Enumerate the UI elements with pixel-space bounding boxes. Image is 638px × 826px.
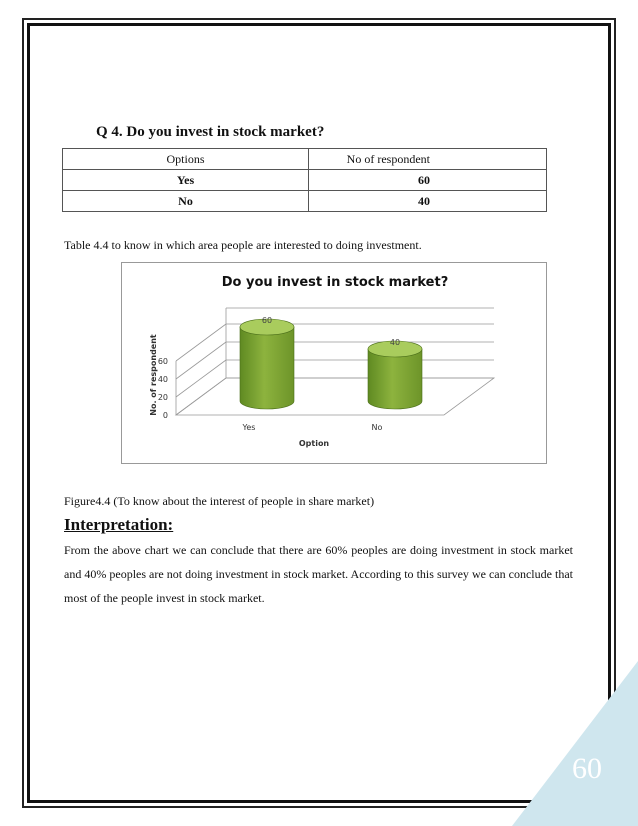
table-row xyxy=(63,191,547,212)
column-header-respondent: No of respondent xyxy=(309,149,547,170)
table-caption: Table 4.4 to know in which area people are interested to doing investment. xyxy=(64,238,422,252)
chart-gridline-diagonal xyxy=(176,324,226,361)
table-cell-count: 40 xyxy=(309,191,547,212)
table-cell-option: Yes xyxy=(63,170,309,191)
x-tick-label: No xyxy=(371,423,383,432)
respondent-table xyxy=(62,148,547,212)
interpretation-paragraph: From the above chart we can conclude that there are 60% peoples are doing investment in stock market and 40% peoples are not doing investment in stock market. According to this survey we can conclude that most of the people invest in stock market. xyxy=(64,543,573,605)
chart-gridline-diagonal xyxy=(176,360,226,397)
interpretation-heading: Interpretation: xyxy=(64,515,174,534)
figure-caption: Figure4.4 (To know about the interest of people in share market) xyxy=(64,494,375,508)
table-row xyxy=(63,170,547,191)
y-tick-label: 40 xyxy=(157,375,168,384)
bar-cylinder-no xyxy=(368,349,422,409)
chart-gridline-diagonal xyxy=(176,342,226,379)
chart-floor xyxy=(176,378,494,415)
x-axis-label: Option xyxy=(298,439,330,448)
page-number: 60 xyxy=(572,752,602,785)
question-heading: Q 4. Do you invest in stock market? xyxy=(96,124,325,140)
data-label: 40 xyxy=(389,338,401,347)
chart-title: Do you invest in stock market? xyxy=(221,275,449,290)
table-header-row xyxy=(63,149,547,170)
column-header-options: Options xyxy=(63,149,309,170)
chart-svg xyxy=(122,263,548,465)
y-tick-label: 60 xyxy=(157,357,168,366)
corner-decoration xyxy=(512,661,638,826)
table-cell-option: No xyxy=(63,191,309,212)
x-tick-label: Yes xyxy=(242,423,256,432)
y-axis-label: No. of respondent xyxy=(149,334,158,416)
chart-container xyxy=(121,262,547,464)
y-tick-label: 0 xyxy=(162,411,168,420)
chart-gridline-diagonal xyxy=(176,378,226,415)
table-cell-count: 60 xyxy=(309,170,547,191)
y-tick-label: 20 xyxy=(157,393,168,402)
bar-cylinder-yes xyxy=(240,327,294,409)
data-label: 60 xyxy=(261,316,273,325)
